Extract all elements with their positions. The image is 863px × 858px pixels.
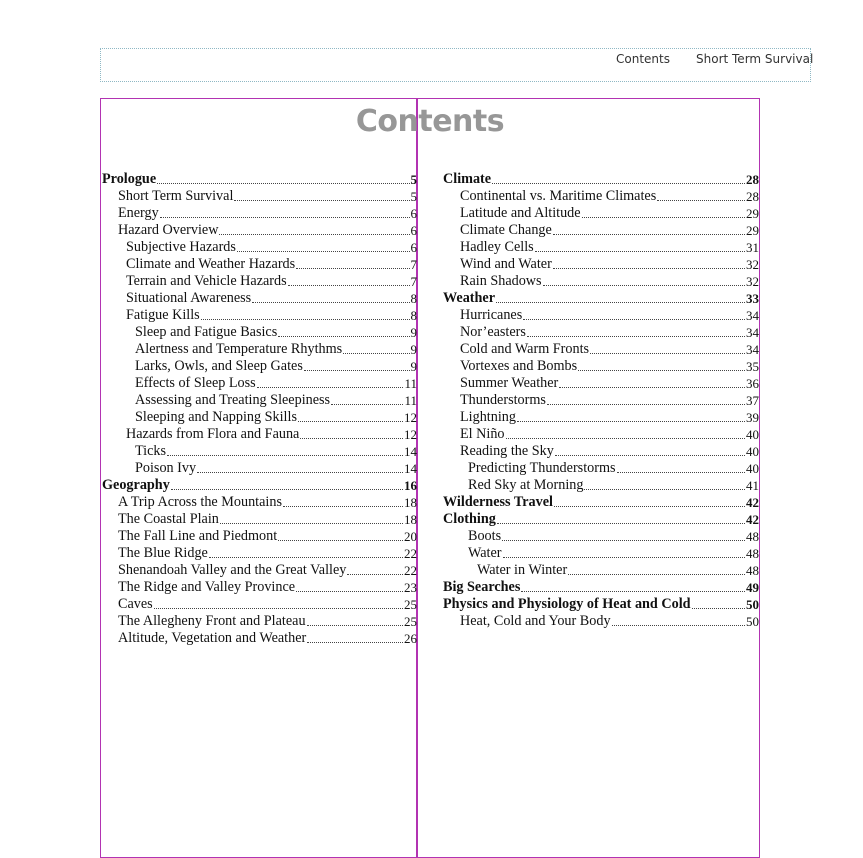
toc-entry-title: Hurricanes (460, 307, 523, 323)
toc-entry-page: 8 (410, 308, 417, 323)
dot-leader (657, 200, 745, 201)
dot-leader (298, 421, 403, 422)
dot-leader (300, 438, 403, 439)
toc-entry-title: Wilderness Travel (443, 494, 553, 510)
toc-entry-title: Prologue (102, 171, 157, 187)
toc-entry[interactable] (102, 239, 417, 256)
toc-entry[interactable] (443, 579, 759, 596)
toc-entry[interactable] (443, 341, 759, 358)
toc-entry-title: Shenandoah Valley and the Great Valley (118, 562, 347, 578)
dot-leader (347, 574, 403, 575)
toc-entry-title: Subjective Hazards (126, 239, 236, 255)
dot-leader (521, 591, 745, 592)
toc-entry[interactable] (102, 579, 417, 596)
dot-leader (553, 234, 745, 235)
toc-entry-title: A Trip Across the Mountains (118, 494, 282, 510)
toc-entry[interactable] (443, 494, 759, 511)
toc-entry[interactable] (102, 613, 417, 630)
toc-entry-title: Continental vs. Maritime Climates (460, 188, 657, 204)
toc-entry-page: 6 (410, 206, 417, 221)
toc-entry-title: Physics and Physiology of Heat and Cold (443, 596, 691, 612)
dot-leader (502, 540, 745, 541)
toc-entry-title: Rain Shadows (460, 273, 542, 289)
toc-entry-page: 5 (410, 172, 417, 187)
toc-entry-title: Altitude, Vegetation and Weather (118, 630, 307, 646)
toc-entry[interactable] (102, 443, 417, 460)
dot-leader (237, 251, 410, 252)
toc-entry[interactable] (443, 528, 759, 545)
dot-leader (288, 285, 410, 286)
dot-leader (160, 217, 410, 218)
toc-entry-page: 12 (404, 427, 417, 442)
toc-entry-page: 14 (404, 461, 417, 476)
toc-entry[interactable] (102, 171, 417, 188)
toc-entry-title: Terrain and Vehicle Hazards (126, 273, 287, 289)
toc-entry-page: 18 (404, 495, 417, 510)
toc-entry[interactable] (102, 222, 417, 239)
toc-entry-page: 40 (746, 461, 759, 476)
dot-leader (252, 302, 409, 303)
toc-entry[interactable] (443, 273, 759, 290)
toc-entry-page: 22 (404, 563, 417, 578)
toc-entry-title: Summer Weather (460, 375, 559, 391)
toc-entry-page: 26 (404, 631, 417, 646)
dot-leader (578, 370, 745, 371)
dot-leader (197, 472, 403, 473)
toc-entry-title: Effects of Sleep Loss (135, 375, 256, 391)
toc-entry[interactable] (102, 409, 417, 426)
dot-leader (331, 404, 403, 405)
toc-entry-page: 31 (746, 240, 759, 255)
dot-leader (517, 421, 745, 422)
toc-entry[interactable] (443, 358, 759, 375)
toc-entry-title: Water in Winter (477, 562, 568, 578)
toc-entry[interactable] (443, 375, 759, 392)
toc-entry-page: 18 (404, 512, 417, 527)
toc-entry-page: 34 (746, 325, 759, 340)
toc-entry-page: 7 (410, 257, 417, 272)
toc-entry[interactable] (443, 613, 759, 630)
toc-entry[interactable] (102, 426, 417, 443)
toc-entry-page: 12 (404, 410, 417, 425)
dot-leader (171, 489, 403, 490)
toc-entry-page: 29 (746, 223, 759, 238)
toc-entry[interactable] (102, 273, 417, 290)
toc-entry[interactable] (443, 511, 759, 528)
toc-entry-title: Alertness and Temperature Rhythms (135, 341, 343, 357)
toc-entry[interactable] (102, 375, 417, 392)
toc-entry-title: Situational Awareness (126, 290, 252, 306)
toc-entry-page: 49 (746, 580, 759, 595)
toc-entry-page: 22 (404, 546, 417, 561)
toc-entry-title: El Niño (460, 426, 505, 442)
toc-entry[interactable] (102, 545, 417, 562)
dot-leader (543, 285, 745, 286)
toc-entry[interactable] (443, 324, 759, 341)
dot-leader (559, 387, 745, 388)
toc-entry-page: 9 (410, 325, 417, 340)
dot-leader (582, 217, 745, 218)
toc-entry-title: Clothing (443, 511, 496, 527)
toc-entry-page: 5 (410, 189, 417, 204)
dot-leader (492, 183, 745, 184)
toc-entry-page: 50 (746, 597, 759, 612)
toc-entry-title: Short Term Survival (118, 188, 234, 204)
toc-entry-title: Thunderstorms (460, 392, 546, 408)
toc-entry-title: Ticks (135, 443, 167, 459)
toc-entry[interactable] (443, 171, 759, 188)
toc-entry[interactable] (443, 239, 759, 256)
toc-entry-page: 14 (404, 444, 417, 459)
toc-entry-title: The Fall Line and Piedmont (118, 528, 278, 544)
dot-leader (278, 336, 409, 337)
toc-entry-page: 11 (404, 376, 417, 391)
toc-entry-title: Poison Ivy (135, 460, 197, 476)
toc-entry-title: Latitude and Altitude (460, 205, 581, 221)
toc-entry-page: 48 (746, 563, 759, 578)
toc-entry[interactable] (443, 460, 759, 477)
toc-entry-title: Reading the Sky (460, 443, 554, 459)
dot-leader (257, 387, 404, 388)
toc-entry[interactable] (102, 341, 417, 358)
toc-entry-page: 40 (746, 427, 759, 442)
toc-entry[interactable] (102, 324, 417, 341)
toc-entry-title: Climate (443, 171, 492, 187)
toc-entry[interactable] (443, 545, 759, 562)
toc-entry-page: 6 (410, 240, 417, 255)
toc-entry-page: 36 (746, 376, 759, 391)
toc-entry-title: Lightning (460, 409, 516, 425)
toc-entry-page: 42 (746, 495, 759, 510)
dot-leader (503, 557, 745, 558)
toc-entry-title: Boots (468, 528, 502, 544)
toc-entry-title: Water (468, 545, 502, 561)
dot-leader (219, 234, 409, 235)
toc-entry-page: 35 (746, 359, 759, 374)
toc-entry-title: Energy (118, 205, 159, 221)
dot-leader (234, 200, 409, 201)
toc-entry-title: Sleeping and Napping Skills (135, 409, 297, 425)
dot-leader (307, 625, 403, 626)
dot-leader (220, 523, 403, 524)
toc-entry[interactable] (443, 477, 759, 494)
page-title: Contents (355, 104, 505, 139)
toc-entry[interactable] (102, 630, 417, 647)
toc-entry-title: Hazards from Flora and Fauna (126, 426, 300, 442)
toc-entry-title: Nor’easters (460, 324, 526, 340)
toc-entry[interactable] (443, 392, 759, 409)
toc-entry-page: 37 (746, 393, 759, 408)
dot-leader (278, 540, 403, 541)
toc-entry-page: 16 (404, 478, 417, 493)
toc-entry[interactable] (102, 511, 417, 528)
toc-entry-title: Hazard Overview (118, 222, 219, 238)
toc-entry-title: Weather (443, 290, 496, 306)
toc-entry[interactable] (102, 392, 417, 409)
toc-right-column (443, 171, 759, 630)
dot-leader (523, 319, 745, 320)
toc-entry-page: 48 (746, 529, 759, 544)
toc-entry-page: 8 (410, 291, 417, 306)
dot-leader (496, 302, 745, 303)
dot-leader (167, 455, 403, 456)
dot-leader (553, 268, 745, 269)
toc-entry-title: Geography (102, 477, 170, 493)
toc-entry[interactable] (102, 358, 417, 375)
dot-leader (612, 625, 745, 626)
toc-entry[interactable] (102, 460, 417, 477)
dot-leader (554, 506, 745, 507)
toc-entry-title: Wind and Water (460, 256, 552, 272)
toc-entry-page: 7 (410, 274, 417, 289)
dot-leader (296, 268, 409, 269)
dot-leader (527, 336, 745, 337)
toc-entry-title: The Allegheny Front and Plateau (118, 613, 306, 629)
toc-entry-page: 20 (404, 529, 417, 544)
toc-entry-title: Climate Change (460, 222, 552, 238)
toc-entry[interactable] (102, 205, 417, 222)
toc-entry-page: 9 (410, 342, 417, 357)
toc-entry[interactable] (443, 307, 759, 324)
toc-entry-title: Big Searches (443, 579, 521, 595)
toc-entry-page: 29 (746, 206, 759, 221)
dot-leader (584, 489, 745, 490)
toc-entry-page: 32 (746, 274, 759, 289)
toc-entry[interactable] (443, 562, 759, 579)
toc-entry-title: Vortexes and Bombs (460, 358, 578, 374)
toc-entry-title: Cold and Warm Fronts (460, 341, 590, 357)
dot-leader (154, 608, 403, 609)
toc-entry[interactable] (102, 494, 417, 511)
toc-entry-page: 23 (404, 580, 417, 595)
toc-entry[interactable] (102, 562, 417, 579)
toc-entry-title: Heat, Cold and Your Body (460, 613, 611, 629)
dot-leader (343, 353, 409, 354)
toc-entry-page: 50 (746, 614, 759, 629)
toc-entry-page: 9 (410, 359, 417, 374)
toc-entry-title: Sleep and Fatigue Basics (135, 324, 278, 340)
toc-entry-title: Fatigue Kills (126, 307, 200, 323)
toc-entry[interactable] (443, 222, 759, 239)
dot-leader (296, 591, 403, 592)
toc-entry-title: The Blue Ridge (118, 545, 208, 561)
toc-entry-page: 39 (746, 410, 759, 425)
dot-leader (590, 353, 745, 354)
toc-entry-title: Climate and Weather Hazards (126, 256, 296, 272)
toc-entry[interactable] (443, 409, 759, 426)
dot-leader (692, 608, 745, 609)
toc-entry[interactable] (102, 290, 417, 307)
toc-entry-page: 25 (404, 614, 417, 629)
toc-entry[interactable] (102, 477, 417, 494)
toc-entry-page: 40 (746, 444, 759, 459)
toc-entry-title: The Ridge and Valley Province (118, 579, 296, 595)
toc-entry-title: Assessing and Treating Sleepiness (135, 392, 331, 408)
dot-leader (283, 506, 403, 507)
toc-entry-page: 34 (746, 342, 759, 357)
dot-leader (568, 574, 745, 575)
toc-entry[interactable] (102, 596, 417, 613)
toc-entry-page: 34 (746, 308, 759, 323)
toc-entry[interactable] (443, 596, 759, 613)
dot-leader (209, 557, 403, 558)
dot-leader (535, 251, 745, 252)
toc-entry[interactable] (102, 307, 417, 324)
toc-entry-page: 48 (746, 546, 759, 561)
toc-entry-title: Larks, Owls, and Sleep Gates (135, 358, 303, 374)
dot-leader (497, 523, 745, 524)
toc-entry[interactable] (443, 188, 759, 205)
toc-entry-page: 33 (746, 291, 759, 306)
toc-entry-page: 28 (746, 189, 759, 204)
dot-leader (555, 455, 745, 456)
toc-entry[interactable] (102, 256, 417, 273)
toc-left-column (102, 171, 417, 647)
toc-entry[interactable] (102, 188, 417, 205)
toc-entry-page: 41 (746, 478, 759, 493)
toc-entry-title: The Coastal Plain (118, 511, 219, 527)
dot-leader (547, 404, 745, 405)
dot-leader (617, 472, 745, 473)
toc-entry-page: 25 (404, 597, 417, 612)
toc-entry-page: 32 (746, 257, 759, 272)
toc-entry-page: 11 (404, 393, 417, 408)
toc-entry-title: Hadley Cells (460, 239, 534, 255)
toc-entry-page: 42 (746, 512, 759, 527)
toc-entry[interactable] (102, 528, 417, 545)
toc-entry-page: 28 (746, 172, 759, 187)
toc-entry-page: 6 (410, 223, 417, 238)
header-section-link[interactable]: Short Term Survival (696, 52, 814, 66)
toc-entry[interactable] (443, 443, 759, 460)
toc-entry[interactable] (443, 290, 759, 307)
toc-entry-title: Predicting Thunderstorms (468, 460, 616, 476)
dot-leader (506, 438, 745, 439)
toc-entry[interactable] (443, 256, 759, 273)
toc-entry-title: Red Sky at Morning (468, 477, 584, 493)
dot-leader (307, 642, 403, 643)
toc-entry-title: Caves (118, 596, 153, 612)
dot-leader (157, 183, 409, 184)
dot-leader (201, 319, 410, 320)
dot-leader (304, 370, 410, 371)
toc-entry[interactable] (443, 205, 759, 222)
header-contents-link[interactable]: Contents (616, 52, 670, 66)
toc-entry[interactable] (443, 426, 759, 443)
